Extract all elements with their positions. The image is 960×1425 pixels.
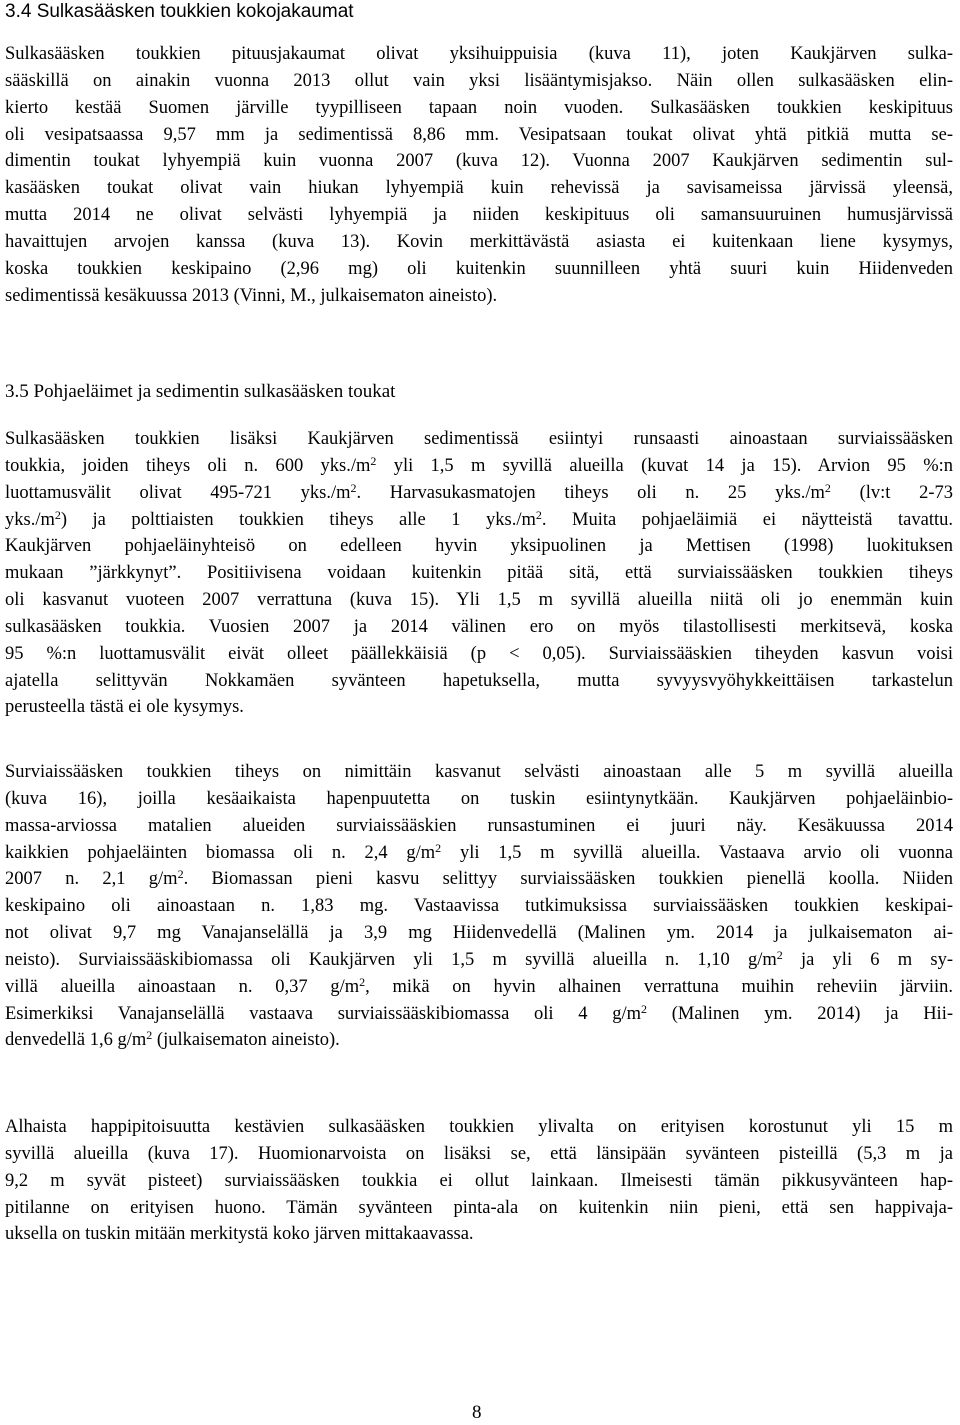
text-line (5, 1168, 953, 1195)
superscript-exponent: 2 (824, 480, 831, 495)
text-line (5, 1001, 953, 1028)
text-segment: Esimerkiksi Vanajanselällä vastaava surviaissääskibiomassa oli 4 g/m (5, 1003, 642, 1024)
text-segment: oli kasvanut vuoteen 2007 verrattuna (kuva 15). Yli 1,5 m syvillä alueilla niitä oli jo enemmän kuin (5, 590, 953, 611)
text-line (5, 148, 953, 175)
text-segment: dimentin toukat lyhyempiä kuin vuonna 2007 (kuva 12). Vuonna 2007 Kaukjärven sedimentin sul- (5, 151, 953, 172)
text-line (5, 426, 953, 453)
text-line (5, 68, 953, 95)
text-line (5, 668, 953, 695)
page-number: 8 (472, 1402, 482, 1423)
text-segment: mukaan ”järkkynyt”. Positiivisena voidaan kuitenkin pitää sitä, että surviaissääsken toukkien tiheys (5, 563, 953, 584)
text-segment: syvillä alueilla (kuva 17). Huomionarvoista on lisäksi se, että länsipään syvänteen pisteillä (5,3 m ja (5, 1143, 953, 1164)
text-line (5, 229, 953, 256)
text-segment: (lv:t 2-73 (830, 482, 953, 503)
text-line (5, 759, 953, 786)
superscript-exponent: 2 (776, 947, 783, 962)
superscript-exponent: 2 (435, 840, 442, 855)
text-line (5, 122, 953, 149)
text-segment: kaikkien pohjaeläinten biomassa oli n. 2,4 g/m (5, 842, 436, 863)
text-segment: kierto kestää Suomen järville tyypilliseen tapaan noin vuoden. Sulkasääsken toukkien keskipituus (5, 97, 953, 118)
section-heading-3-5: 3.5 Pohjaeläimet ja sedimentin sulkasääsken toukat (5, 381, 396, 402)
text-line (5, 95, 953, 122)
text-segment: ) ja polttiaisten toukkien tiheys alle 1 yks./m (60, 509, 536, 530)
text-segment: not olivat 9,7 mg Vanajanselällä ja 3,9 mg Hiidenvedellä (Malinen ym. 2014 ja julkaisematon ai- (5, 923, 953, 944)
text-line (5, 813, 953, 840)
superscript-exponent: 2 (370, 453, 377, 468)
text-segment: (Malinen ym. 2014) ja Hii- (647, 1003, 953, 1024)
text-line (5, 507, 953, 534)
text-line (5, 560, 953, 587)
text-segment: Sulkasääsken toukkien pituusjakaumat olivat yksihuippuisia (kuva 11), joten Kaukjärven sulka- (5, 44, 953, 64)
text-line (5, 1141, 953, 1168)
text-line (5, 202, 953, 229)
text-line (5, 947, 953, 974)
text-segment: sedimentissä kesäkuussa 2013 (Vinni, M., julkaisematon aineisto). (5, 285, 498, 306)
text-line (5, 453, 953, 480)
text-segment: villä alueilla ainoastaan n. 0,37 g/m (5, 976, 360, 997)
text-segment: ja yli 6 m sy- (782, 949, 953, 970)
text-segment: oli vesipatsaassa 9,57 mm ja sedimentissä 8,86 mm. Vesipatsaan toukat olivat yhtä pitkiä mutta se- (5, 124, 953, 145)
text-segment: kasääsken toukat olivat vain hiukan lyhyempiä kuin rehevissä ja savisameissa järvissä yleensä, (5, 178, 953, 199)
text-segment: sääskillä on ainakin vuonna 2013 ollut vain yksi lisääntymisjakso. Näin ollen sulkasääsken elin- (5, 70, 953, 91)
superscript-exponent: 2 (359, 974, 366, 989)
paragraph-size-distribution (5, 41, 953, 309)
text-segment: 95 %:n luottamusvälit eivät olleet päällekkäisiä (p < 0,05). Surviaissääskien tiheyden kasvun voisi (5, 643, 953, 664)
text-line (5, 866, 953, 893)
text-segment: mutta 2014 ne olivat selvästi lyhyempiä ja niiden keskipituus oli samansuuruinen humusjärvissä (5, 205, 953, 226)
text-segment: perusteella tästä ei ole kysymys. (5, 697, 244, 718)
text-segment: Kaukjärven pohjaeläinyhteisö on edelleen hyvin yksipuolinen ja Mettisen (1998) luokituksen (5, 536, 953, 557)
text-line (5, 974, 953, 1001)
text-segment: Surviaissääsken toukkien tiheys on nimittäin kasvanut selvästi ainoastaan alle 5 m syvillä alueilla (5, 762, 953, 782)
text-segment: 2007 n. 2,1 g/m (5, 869, 178, 890)
superscript-exponent: 2 (641, 1001, 648, 1016)
superscript-exponent: 2 (54, 507, 61, 522)
text-line (5, 1195, 953, 1222)
text-line (5, 614, 953, 641)
text-line (5, 1114, 953, 1141)
text-segment: neisto). Surviaissääskibiomassa oli Kaukjärven yli 1,5 m syvillä alueilla n. 1,10 g/m (5, 949, 777, 970)
text-segment: ajatella selittyvän Nokkamäen syvänteen hapetuksella, mutta syvyysvyöhykkeittäisen tarkastelun (5, 670, 953, 691)
text-line (5, 840, 953, 867)
text-segment: . Biomassan pieni kasvu selittyy surviaissääsken toukkien pienellä koolla. Niiden (183, 869, 953, 890)
text-segment: yks./m (5, 509, 55, 530)
text-segment: (kuva 16), joilla kesäaikaista hapenpuutetta on tuskin esiintynytkään. Kaukjärven pohjaeläinbio- (5, 788, 953, 809)
text-segment: sulkasääsken toukkia. Vuosien 2007 ja 2014 välinen ero on myös tilastollisesti merkitsevä, koska (5, 616, 953, 637)
text-line (5, 480, 953, 507)
text-segment: yli 1,5 m syvillä alueilla (kuvat 14 ja 15). Arvion 95 %:n (376, 455, 953, 476)
text-segment: yli 1,5 m syvillä alueilla. Vastaava arvio oli vuonna (441, 842, 953, 863)
superscript-exponent: 2 (177, 867, 184, 882)
text-segment: koska toukkien keskipaino (2,96 mg) oli kuitenkin suunnilleen yhtä suuri kuin Hiidenveden (5, 258, 953, 279)
text-line (5, 920, 953, 947)
text-segment: luottamusvälit olivat 495-721 yks./m (5, 482, 351, 503)
superscript-exponent: 2 (350, 480, 357, 495)
text-line (5, 256, 953, 283)
paragraph-chironomid-density (5, 759, 953, 1054)
paragraph-benthic-fauna (5, 426, 953, 721)
text-line (5, 641, 953, 668)
text-line (5, 893, 953, 920)
text-line (5, 175, 953, 202)
text-line (5, 587, 953, 614)
text-segment: massa-arviossa matalien alueiden surviaissääskien runsastuminen ei juuri näy. Kesäkuussa 2014 (5, 815, 953, 836)
text-segment: . Harvasukasmatojen tiheys oli n. 25 yks./m (356, 482, 825, 503)
text-segment: , mikä on hyvin alhainen verrattuna muihin reheviin järviin. (365, 976, 953, 997)
text-segment: 9,2 m syvät pisteet) surviaissääsken toukkia ei ollut lainkaan. Ilmeisesti tämän pikkusyvänteen hap- (5, 1170, 953, 1191)
text-line (5, 1027, 953, 1054)
superscript-exponent: 2 (535, 507, 542, 522)
text-line (5, 533, 953, 560)
text-segment: (julkaisematon aineisto). (152, 1030, 340, 1051)
text-segment: havaittujen arvojen kanssa (kuva 13). Kovin merkittävästä asiasta ei kuitenkaan liene kysymys, (5, 231, 953, 252)
text-segment: pitilanne on erityisen huono. Tämän syvänteen pinta-ala on kuitenkin niin pieni, että sen happivaja- (5, 1197, 953, 1218)
text-segment: keskipaino oli ainoastaan n. 1,83 mg. Vastaavissa tutkimuksissa surviaissääsken toukkien keskipai- (5, 896, 953, 917)
text-segment: uksella on tuskin mitään merkitystä koko järven mittakaavassa. (5, 1224, 474, 1245)
section-heading-3-4: 3.4 Sulkasääsken toukkien kokojakaumat (5, 1, 354, 22)
text-segment: Sulkasääsken toukkien lisäksi Kaukjärven sedimentissä esiintyi runsaasti ainoastaan surviaissääsken (5, 429, 953, 449)
text-segment: denvedellä 1,6 g/m (5, 1030, 147, 1051)
text-segment: Alhaista happipitoisuutta kestävien sulkasääsken toukkien ylivalta on erityisen korostunut yli 15 m (5, 1117, 953, 1137)
paragraph-oxygen-dominance (5, 1114, 953, 1248)
text-line (5, 41, 953, 68)
text-line (5, 786, 953, 813)
text-segment: . Muita pohjaeläimiä ei näytteistä tavattu. (541, 509, 953, 530)
superscript-exponent: 2 (146, 1028, 153, 1043)
text-line (5, 283, 953, 310)
text-line (5, 1221, 953, 1248)
text-line (5, 694, 953, 721)
text-segment: toukkia, joiden tiheys oli n. 600 yks./m (5, 455, 371, 476)
